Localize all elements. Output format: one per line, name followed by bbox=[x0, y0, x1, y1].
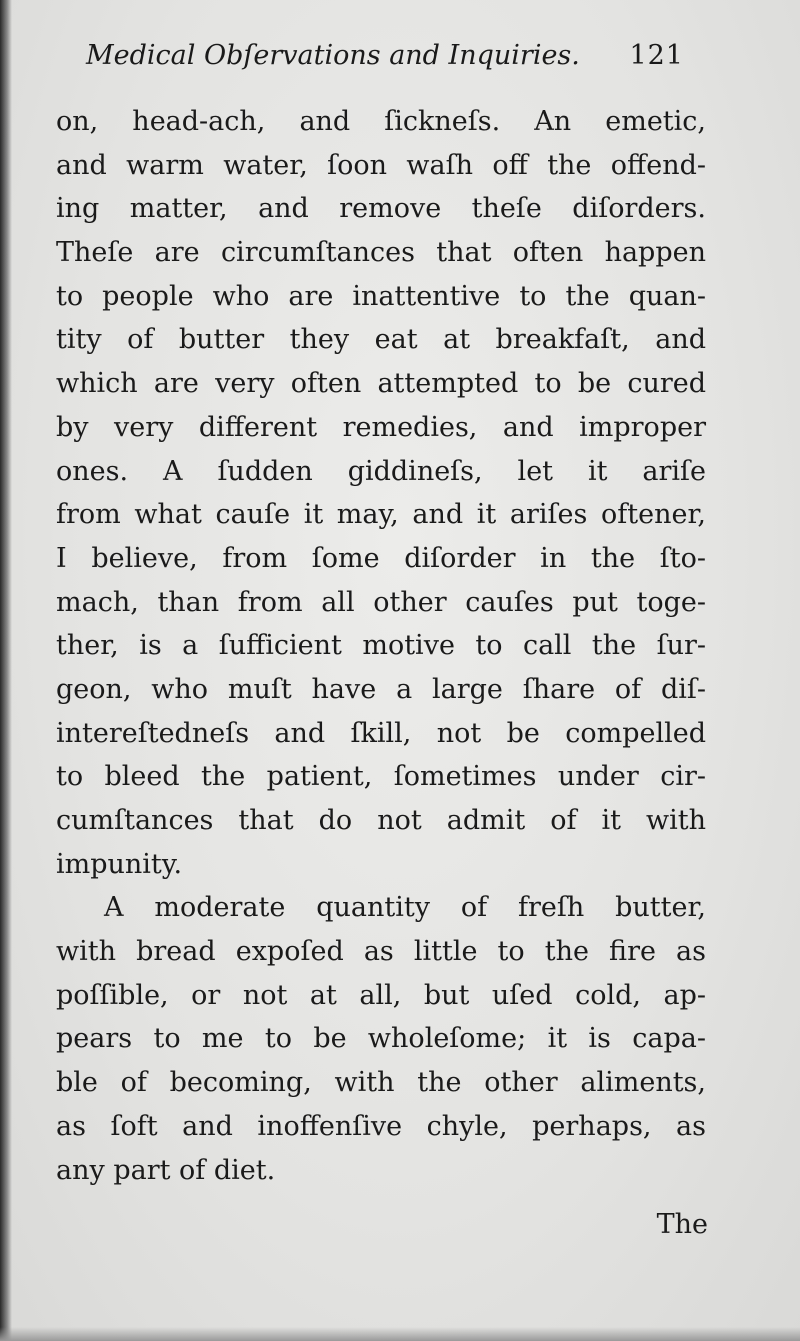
text-line: from what cauſe it may, and it ariſes oftener, bbox=[56, 499, 706, 531]
paragraph-2 bbox=[56, 886, 706, 1192]
text-line: ones. A ſudden giddineſs, let it ariſe bbox=[56, 455, 706, 487]
text-line: poſſible, or not at all, but uſed cold, ap- bbox=[56, 979, 706, 1011]
text-line: mach, than from all other cauſes put toge- bbox=[56, 586, 706, 618]
text-line: to people who are inattentive to the quan- bbox=[56, 280, 706, 312]
text-line: ble of becoming, with the other aliments, bbox=[56, 1067, 706, 1099]
text-line: any part of diet. bbox=[56, 1154, 276, 1186]
text-line: A moderate quantity of freſh butter, bbox=[104, 892, 706, 924]
text-line: which are very often attempted to be cured bbox=[56, 368, 706, 400]
text-line: Theſe are circumſtances that often happen bbox=[56, 237, 706, 269]
text-line: geon, who muſt have a large ſhare of diſ- bbox=[56, 673, 706, 705]
text-line: pears to me to be wholeſome; it is capa- bbox=[56, 1023, 706, 1055]
running-title: Medical Obſervations and Inquiries. bbox=[86, 40, 580, 71]
page-number: 121 bbox=[629, 40, 684, 71]
text-line: I believe, from ſome diſorder in the ſto- bbox=[56, 542, 706, 574]
page-bottom-shadow bbox=[0, 1327, 800, 1341]
page-left-shadow bbox=[0, 0, 12, 1341]
text-line: to bleed the patient, ſometimes under cir- bbox=[56, 761, 706, 793]
text-line: cumſtances that do not admit of it with bbox=[56, 805, 706, 836]
text-line: tity of butter they eat at breakfaſt, and bbox=[56, 324, 706, 356]
catchword: The bbox=[656, 1209, 708, 1240]
text-line: with bread expoſed as little to the fire as bbox=[56, 936, 706, 968]
paragraph-1 bbox=[56, 100, 706, 886]
text-line: by very different remedies, and improper bbox=[56, 411, 706, 443]
text-line: impunity. bbox=[56, 848, 183, 880]
text-line: as ſoft and inoffenſive chyle, perhaps, as bbox=[56, 1110, 706, 1142]
text-line: ther, is a ſufficient motive to call the ſur- bbox=[56, 630, 706, 662]
body-text bbox=[56, 100, 706, 1192]
text-line: and warm water, ſoon waſh off the offend- bbox=[56, 149, 706, 181]
text-line: on, head-ach, and ſickneſs. An emetic, bbox=[56, 106, 706, 137]
page-header bbox=[86, 40, 686, 84]
text-line: ing matter, and remove theſe diſorders. bbox=[56, 193, 706, 225]
text-line: intereſtedneſs and ſkill, not be compelled bbox=[56, 717, 706, 749]
